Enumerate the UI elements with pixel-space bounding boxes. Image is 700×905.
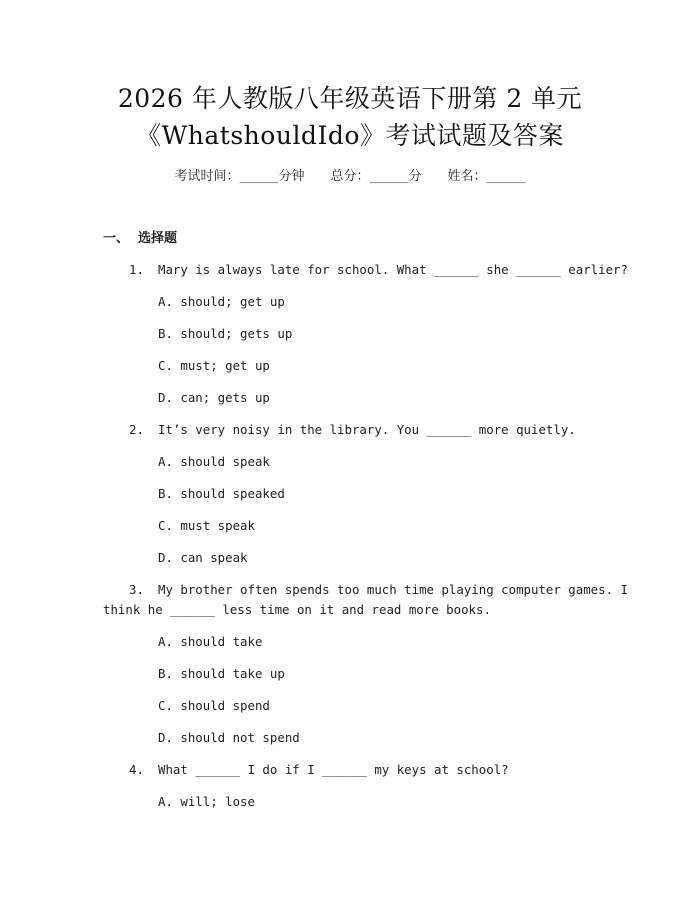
question-2-option-b: B. should speaked bbox=[158, 486, 285, 501]
question-2-option-c: C. must speak bbox=[158, 518, 255, 533]
section-heading: 一、 选择题 bbox=[103, 231, 178, 246]
question-2-number: 2. bbox=[129, 422, 144, 437]
exam-time-field: 考试时间：______分钟 bbox=[174, 169, 305, 184]
question-1-number: 1. bbox=[129, 262, 144, 277]
exam-title-line2: 《WhatshouldIdo》考试试题及答案 bbox=[136, 121, 564, 150]
question-1-option-c: C. must; get up bbox=[158, 358, 270, 373]
exam-meta-row bbox=[0, 168, 700, 186]
question-1-stem: Mary is always late for school. What ______ she ______ earlier? bbox=[158, 262, 628, 277]
question-3-option-d: D. should not spend bbox=[158, 730, 300, 745]
question-3-number: 3. bbox=[129, 582, 144, 597]
question-3-option-b: B. should take up bbox=[158, 666, 285, 681]
question-3-stem-continued: think he ______ less time on it and read more books. bbox=[103, 602, 491, 617]
question-2-option-a: A. should speak bbox=[158, 454, 270, 469]
question-4-option-a: A. will; lose bbox=[158, 794, 255, 809]
question-4-stem: What ______ I do if I ______ my keys at school? bbox=[158, 762, 509, 777]
exam-title-line1: 2026 年人教版八年级英语下册第 2 单元 bbox=[117, 84, 583, 113]
question-3-option-a: A. should take bbox=[158, 634, 263, 649]
exam-score-field: 总分：______分 bbox=[330, 169, 422, 184]
exam-name-field: 姓名：______ bbox=[447, 169, 526, 184]
question-3-option-c: C. should spend bbox=[158, 698, 270, 713]
question-1-option-b: B. should; gets up bbox=[158, 326, 293, 341]
question-1-option-a: A. should; get up bbox=[158, 294, 285, 309]
question-2-option-d: D. can speak bbox=[158, 550, 248, 565]
question-3-stem: My brother often spends too much time playing computer games. I bbox=[158, 582, 628, 597]
question-1-option-d: D. can; gets up bbox=[158, 390, 270, 405]
question-2-stem: It’s very noisy in the library. You ______ more quietly. bbox=[158, 422, 576, 437]
question-4-number: 4. bbox=[129, 762, 144, 777]
